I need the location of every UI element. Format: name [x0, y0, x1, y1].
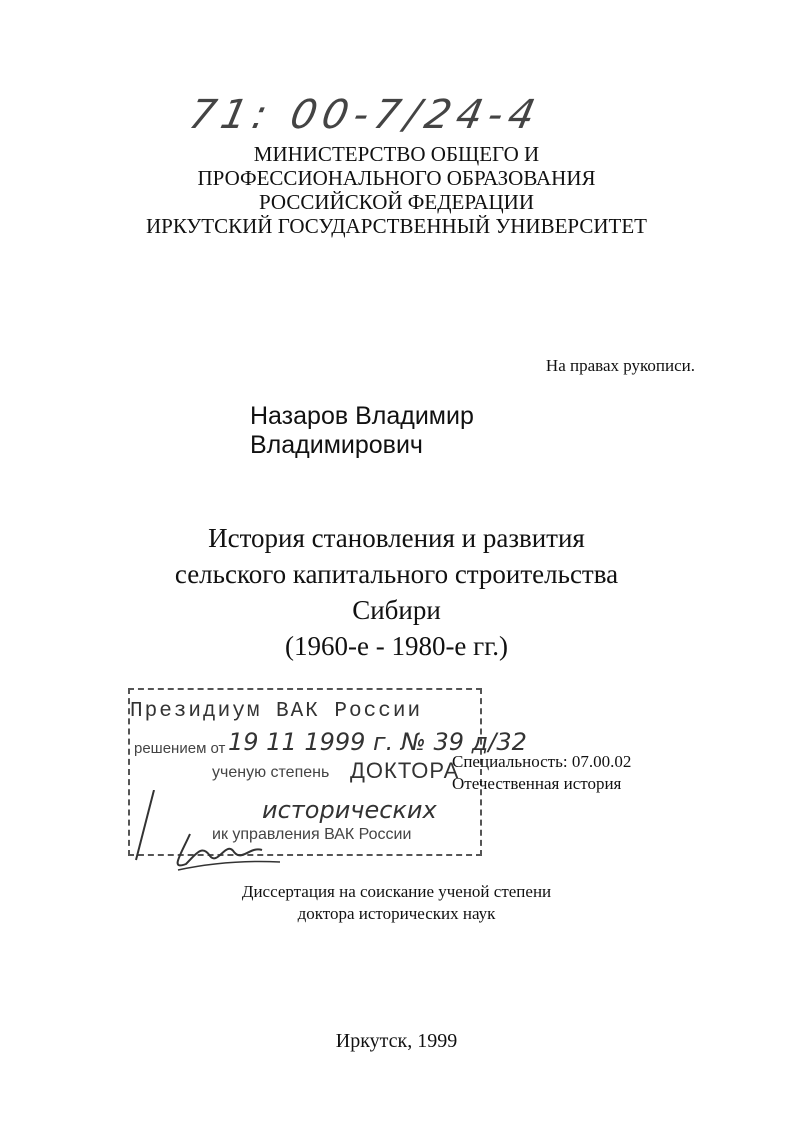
stamp-field-handwritten: исторических — [262, 796, 437, 824]
university-name: ИРКУТСКИЙ ГОСУДАРСТВЕННЫЙ УНИВЕРСИТЕТ — [145, 214, 648, 238]
manuscript-note: На правах рукописи. — [545, 356, 695, 375]
archive-code-handwritten: 71: 00-7/24-4 — [185, 92, 546, 138]
place-year: Иркутск, 1999 — [335, 1030, 458, 1052]
title-line-1: История становления и развития — [208, 523, 585, 553]
dissertation-line-1: Диссертация на соискание ученой степени — [241, 882, 552, 901]
stamp-decision-label: решением от — [134, 740, 226, 757]
title-line-3: Сибири — [352, 595, 441, 625]
title-years: (1960-е - 1980-е гг.) — [284, 631, 509, 661]
specialty-name: Отечественная история — [452, 774, 622, 793]
signature — [130, 790, 290, 880]
title-line-2: сельского капитального строительства — [174, 559, 619, 589]
ministry-line-3: РОССИЙСКОЙ ФЕДЕРАЦИИ — [259, 190, 534, 214]
stamp-date-handwritten: 19 11 1999 г. № 39 д/32 — [228, 728, 527, 756]
author-name: Назаров Владимир Владимирович — [250, 402, 474, 459]
specialty-code: Специальность: 07.00.02 — [452, 752, 632, 771]
stamp-degree-label: ученую степень — [212, 764, 330, 781]
stamp-degree: ДОКТОРА — [350, 758, 460, 783]
dissertation-line-2: доктора исторических наук — [297, 904, 496, 923]
stamp-title: Президиум ВАК России — [130, 700, 423, 723]
ministry-line-2: ПРОФЕССИОНАЛЬНОГО ОБРАЗОВАНИЯ — [197, 166, 596, 190]
stamp-authority: ик управления ВАК России — [212, 826, 412, 843]
ministry-line-1: МИНИСТЕРСТВО ОБЩЕГО И — [253, 142, 540, 166]
